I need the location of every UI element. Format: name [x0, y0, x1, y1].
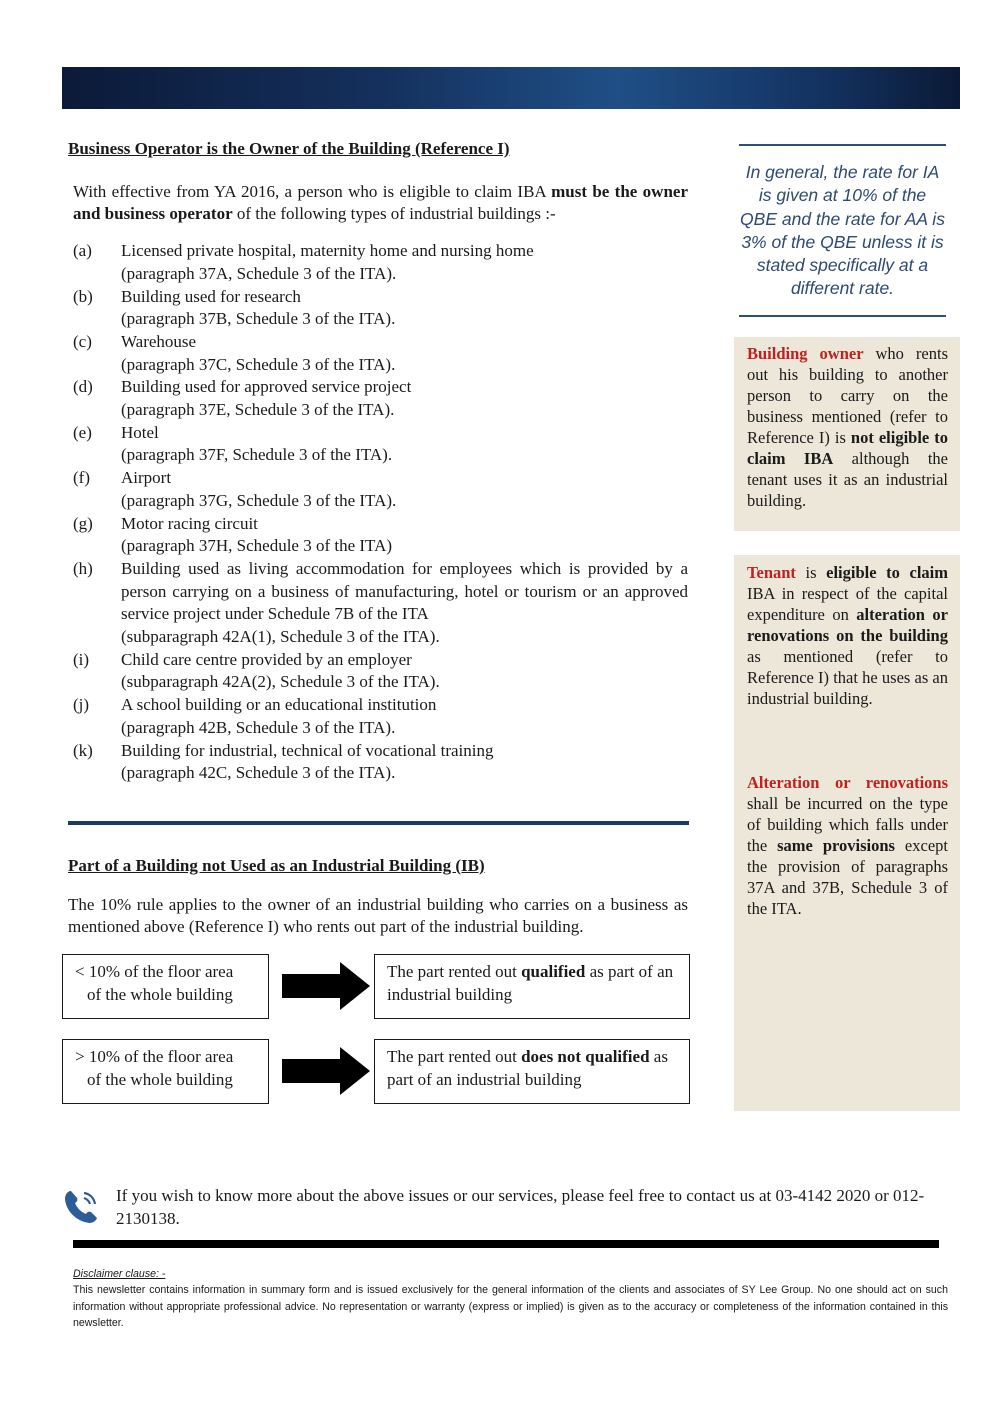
- item-reference: (paragraph 37G, Schedule 3 of the ITA).: [121, 490, 397, 510]
- item-letter: (b): [73, 286, 93, 306]
- section-divider: [68, 821, 689, 825]
- item-body: [121, 740, 688, 785]
- intro-text: With effective from YA 2016, a person who is eligible to claim IBA: [73, 181, 552, 201]
- item-text: Child care centre provided by an employer: [121, 649, 412, 669]
- item-text: Building for industrial, technical of vocational training: [121, 740, 494, 760]
- intro-bold: must be the owner and business operator: [73, 181, 688, 224]
- list-item: [73, 422, 688, 467]
- arrow-right-icon: [282, 1047, 370, 1095]
- section-owner-operator: [68, 138, 688, 785]
- item-reference: (subparagraph 42A(1), Schedule 3 of the ITA).: [121, 627, 440, 647]
- alteration-note: [747, 772, 948, 919]
- item-text: Licensed private hospital, maternity home and nursing home: [121, 241, 534, 261]
- not-qualified-result-box: [374, 1039, 690, 1104]
- note-text: is: [795, 563, 827, 582]
- item-body: [121, 513, 688, 558]
- item-body: [121, 376, 688, 421]
- box-line: > 10% of the floor area: [75, 1047, 234, 1066]
- item-letter: (d): [73, 377, 93, 397]
- contact-text: If you wish to know more about the above issues or our services, please feel free to contact us at 03-4142 2020 or 012-2130138.: [116, 1186, 925, 1228]
- list-item: [73, 740, 688, 785]
- item-reference: (subparagraph 42A(2), Schedule 3 of the ITA).: [121, 672, 440, 692]
- item-letter: (i): [73, 649, 90, 669]
- item-text: Building used for approved service project: [121, 377, 412, 397]
- floor-area-above-box: [62, 1039, 269, 1104]
- item-text: Building used for research: [121, 286, 301, 306]
- disclaimer: [73, 1266, 948, 1332]
- box-bold: does not qualified: [521, 1047, 650, 1066]
- item-letter: (a): [73, 241, 92, 261]
- box-bold: qualified: [521, 962, 586, 981]
- note-bold: same provisions: [777, 836, 895, 855]
- footer-divider: [73, 1240, 939, 1248]
- item-letter: (k): [73, 740, 93, 760]
- item-body: [121, 649, 688, 694]
- item-letter: (e): [73, 422, 92, 442]
- note-bold: not eligible to claim IBA: [747, 428, 949, 468]
- section-ten-percent-rule: [68, 855, 688, 939]
- note-text: although the tenant uses it as an industrial building.: [747, 449, 948, 510]
- note-bold: alteration or renovations on the building: [747, 605, 948, 645]
- list-item: [73, 286, 688, 331]
- item-body: [121, 422, 688, 467]
- item-text: Building used as living accommodation for employees which is provided by a person carrying on a business of manufacturing, hotel or tourism or an approved service project under Schedule 7B of the ITA: [121, 558, 688, 624]
- item-reference: (paragraph 37F, Schedule 3 of the ITA).: [121, 445, 393, 465]
- note-text: shall be incurred on the type of building which falls under the: [747, 794, 948, 855]
- note-text: as mentioned (refer to Reference I) that he uses as an industrial building.: [747, 647, 948, 708]
- item-reference: (paragraph 37E, Schedule 3 of the ITA).: [121, 400, 395, 420]
- item-reference: (paragraph 37A, Schedule 3 of the ITA).: [121, 263, 397, 283]
- list-item: [73, 694, 688, 739]
- rule-paragraph: The 10% rule applies to the owner of an industrial building who carries on a business as mentioned above (Reference I) who rents out part of the industrial building.: [68, 894, 688, 937]
- qualified-result-box: [374, 954, 690, 1019]
- item-letter: (h): [73, 558, 93, 578]
- item-letter: (c): [73, 331, 92, 351]
- box-text: The part rented out: [387, 962, 522, 981]
- item-reference: (paragraph 37B, Schedule 3 of the ITA).: [121, 309, 396, 329]
- header-banner: [62, 67, 960, 109]
- note-bold: eligible to claim: [826, 563, 948, 582]
- item-reference: (paragraph 42C, Schedule 3 of the ITA).: [121, 763, 396, 783]
- item-reference: (paragraph 37H, Schedule 3 of the ITA): [121, 536, 393, 556]
- item-text: Hotel: [121, 422, 159, 442]
- list-item: [73, 649, 688, 694]
- note-highlight: Building owner: [747, 344, 864, 363]
- box-text-end: as part of an industrial building: [387, 1047, 668, 1089]
- box-line: < 10% of the floor area: [75, 962, 234, 981]
- item-body: [121, 467, 688, 512]
- note-text: except the provision of paragraphs 37A and 37B, Schedule 3 of the ITA.: [747, 836, 948, 918]
- list-item: [73, 376, 688, 421]
- box-text: The part rented out: [387, 1047, 522, 1066]
- phone-icon: [62, 1187, 102, 1227]
- box-line: of the whole building: [87, 984, 233, 1004]
- item-body: [121, 240, 688, 285]
- owner-note: [747, 343, 948, 511]
- note-text: who rents out his building to another person to carry on the business mentioned (refer to Reference I) is: [747, 344, 948, 447]
- list-item: [73, 240, 688, 285]
- note-highlight: Alteration or renovations: [747, 773, 948, 792]
- section-heading: Business Operator is the Owner of the Building (Reference I): [68, 139, 510, 158]
- item-body: [121, 331, 688, 376]
- item-text: Airport: [121, 468, 172, 488]
- list-item: [73, 331, 688, 376]
- floor-area-below-box: [62, 954, 269, 1019]
- list-item: [73, 558, 688, 649]
- item-text: A school building or an educational institution: [121, 695, 437, 715]
- item-reference: (paragraph 42B, Schedule 3 of the ITA).: [121, 717, 396, 737]
- note-text: IBA in respect of the capital expenditure on: [747, 584, 948, 624]
- tenant-note: [747, 562, 948, 709]
- item-letter: (j): [73, 695, 90, 715]
- list-item: [73, 513, 688, 558]
- item-text: Warehouse: [121, 331, 197, 351]
- item-body: [121, 558, 688, 649]
- note-highlight: Tenant: [747, 563, 796, 582]
- list-item: [73, 467, 688, 512]
- item-body: [121, 694, 688, 739]
- section-heading: Part of a Building not Used as an Industrial Building (IB): [68, 856, 485, 875]
- item-body: [121, 286, 688, 331]
- item-reference: (paragraph 37C, Schedule 3 of the ITA).: [121, 354, 396, 374]
- item-letter: (g): [73, 513, 93, 533]
- box-line: of the whole building: [87, 1069, 233, 1089]
- item-letter: (f): [73, 468, 90, 488]
- building-types-list: [73, 240, 688, 785]
- item-text: Motor racing circuit: [121, 513, 258, 533]
- disclaimer-text: This newsletter contains information in summary form and is issued exclusively for the general information of the clients and associates of SY Lee Group. No one should act on such information without appropriate professional advice. No representation or warranty (express or implied) is given as to the accuracy or completeness of the information contained in this newsletter.: [73, 1284, 948, 1330]
- arrow-right-icon: [282, 962, 370, 1010]
- intro-text-end: of the following types of industrial buildings :-: [232, 204, 556, 224]
- disclaimer-title: Disclaimer clause: -: [73, 1268, 166, 1280]
- box-text-end: as part of an industrial building: [387, 962, 674, 1004]
- rate-quote: In general, the rate for IA is given at 10% of the QBE and the rate for AA is 3% of the QBE unless it is stated specifically at a different rate.: [739, 144, 946, 317]
- intro-paragraph: [73, 181, 688, 226]
